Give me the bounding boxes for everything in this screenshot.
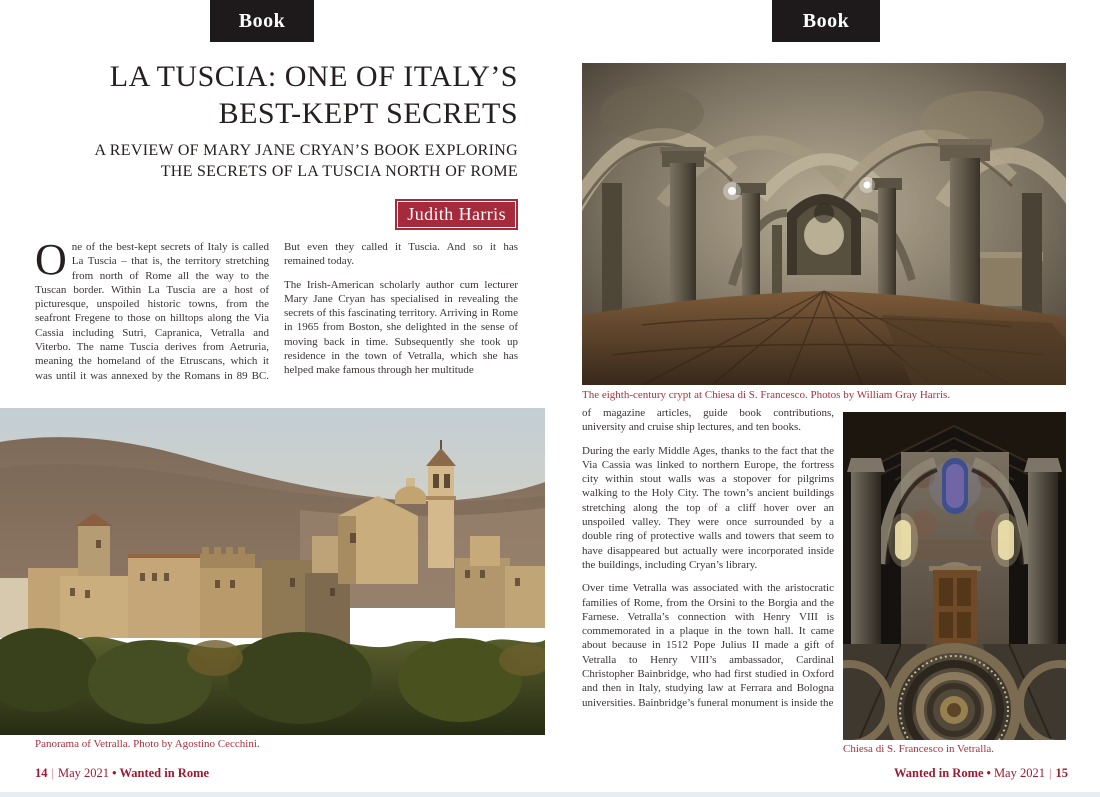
footer-issue-date: May 2021 xyxy=(58,766,110,780)
author-byline-badge xyxy=(395,199,518,230)
footer-bullet: • xyxy=(986,766,991,780)
article-body-right-page xyxy=(582,406,834,770)
article-subtitle-line2: THE SECRETS OF LA TUSCIA NORTH OF ROME xyxy=(160,163,518,180)
footer-magazine-name: Wanted in Rome xyxy=(893,766,984,780)
footer-divider: | xyxy=(51,766,55,780)
footer-page-number: 14 xyxy=(35,766,48,780)
crypt-illustration xyxy=(582,63,1066,385)
vetralla-panorama-photo xyxy=(0,408,545,735)
footer-right-page xyxy=(894,766,1068,781)
page-bottom-edge xyxy=(0,792,1100,797)
article-title-line2: BEST-KEPT SECRETS xyxy=(218,97,518,130)
body-paragraph: of magazine articles, guide book contributions, university and cruise ship lectures, and ten books. xyxy=(582,407,834,434)
body-paragraph: During the early Middle Ages, thanks to the fact that the Via Cassia was linked to northern Europe, the fortress city within stout walls was a stopover for pilgrims walking to the Holy City. The town’s ancient buildings stretching along the top of a cliff hover over an unspoiled valley. They were once surrounded by a double ring of protective walls and towers that seem to have disappeared but actually were incorporated inside the buildings, including Cryan’s library. xyxy=(582,444,834,571)
footer-divider: | xyxy=(1048,766,1052,780)
footer-issue-date: May 2021 xyxy=(993,766,1045,780)
footer-page-number: 15 xyxy=(1055,766,1068,780)
article-subtitle xyxy=(35,140,518,182)
crypt-photo xyxy=(582,63,1066,385)
panorama-photo-caption: Panorama of Vetralla. Photo by Agostino Cecchini. xyxy=(35,738,260,750)
body-paragraph: The Irish-American scholarly author cum lecturer Mary Jane Cryan has specialised in revealing the secrets of this fascinating territory. Arriving in Rome in 1965 from Boston, she delighted in the sense of moving back in time. Subsequently she took up residence in the town of Vetralla, which she has helped make famous through her multitude xyxy=(284,278,518,377)
footer-bullet: • xyxy=(112,766,117,780)
footer-left-page xyxy=(35,766,209,781)
section-tab-label: Book xyxy=(802,9,850,32)
author-name: Judith Harris xyxy=(407,204,506,224)
body-paragraph: One of the best-kept secrets of Italy is called La Tuscia – that is, the territory stretching from north of Rome all the way to the Tuscan border. Within La Tuscia are a host of picturesque, unspoiled historic towns, from the seafront Fregene to those on hilltops along the Via Cassia including Sutri, Capranica, Vetralla and Viterbo. The name Tuscia derives from Aetruria, meaning the homeland of the Etruscans, which it was until it was annexed by the Romans in 89 BC. But even they called it Tuscia. And so it has remained today. xyxy=(35,240,518,382)
article-title xyxy=(35,58,518,132)
footer-magazine-name: Wanted in Rome xyxy=(119,766,210,780)
church-photo-caption: Chiesa di S. Francesco in Vetralla. xyxy=(843,743,995,755)
crypt-photo-caption: The eighth-century crypt at Chiesa di S. Francesco. Photos by William Gray Harris. xyxy=(582,389,951,401)
church-interior-illustration xyxy=(843,412,1066,740)
section-tab-label: Book xyxy=(238,9,286,32)
section-tab-book-right xyxy=(772,0,880,42)
article-body-left-page xyxy=(35,240,518,410)
church-interior-photo xyxy=(843,412,1066,740)
vetralla-panorama-illustration xyxy=(0,408,545,735)
article-title-line1: LA TUSCIA: ONE OF ITALY’S xyxy=(109,60,518,93)
section-tab-book-left xyxy=(210,0,314,42)
body-paragraph: Over time Vetralla was associated with the aristocratic families of Rome, from the Orsini to the Borgia and the Farnese. Vetralla’s connection with Henry VIII is commemorated in a plaque in the town hall. It came about because in 1512 Pope Julius II made a gift of Vetralla to Henry VIII’s ambassador, Cardinal Christopher Bainbridge, who had first studied in Oxford and then in Italy, studying law at Ferrara and Bologna universities. Bainbridge’s funeral monument is inside the xyxy=(582,582,834,709)
article-subtitle-line1: A REVIEW OF MARY JANE CRYAN’S BOOK EXPLORING xyxy=(94,142,518,159)
